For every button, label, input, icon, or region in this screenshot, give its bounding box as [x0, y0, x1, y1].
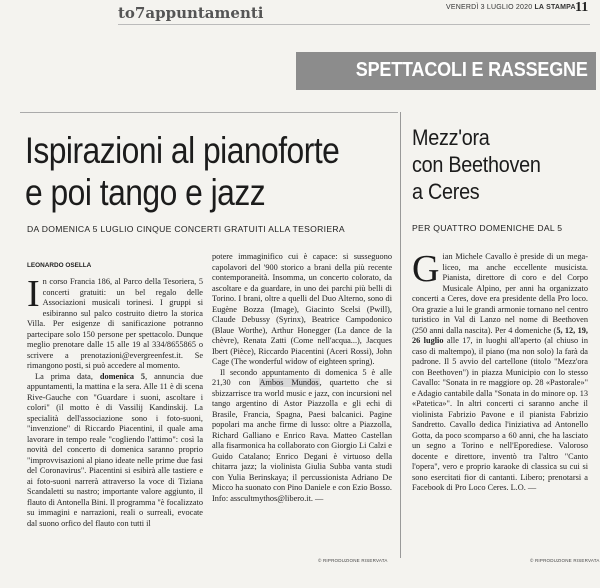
- page-header: [0, 0, 600, 40]
- paragraph-text: , quartetto che si sbizzarrisce tra world music e jazz, con incursioni nel tango argentino di Astor Piazzolla e gli echi di Brasile, Francia, Spagna, Paesi balcanici. Pagine popolari ma anche firme di lusso: oltre a Piazzolla, Richard Galliano e Enrico Rava. Matteo Castellan alla fisarmonica ha collaborato con Giorgio Li Calzi e Guido Catalano; Enrico Degani è virtuoso della chitarra jazz; la violinista Giulia Subba vanta studi con Yulia Berinskaya; il percussionista Adriano De Micco ha suonato con Pino Daniele e con Ezio Bosso. Info: asscultmythos@libero.it. —: [212, 378, 392, 503]
- paragraph: [27, 372, 203, 530]
- paragraph: [27, 273, 203, 372]
- left-article-column-1: [27, 273, 203, 529]
- date-and-newspaper: [446, 4, 576, 11]
- left-subheadline: DA DOMENICA 5 LUGLIO CINQUE CONCERTI GRATUITI ALLA TESORIERA: [27, 224, 345, 234]
- paragraph: [212, 368, 392, 505]
- paragraph: potere immaginifico cui è capace: si susseguono capolavori del '900 storico a brani della più recente contemporaneità. Insomma, un concerto colorato, da ascoltare e da guardare, in uno dei parchi più belli di Torino. I brani, oltre a quelli del Duo Alterno, sono di Eugène Bozza (Image), Giacinto Scelsi (Pwill), Claude Debussy (Syrinx), Beatrice Campodonico (Blaue Worthe), Arthur Honegger (La dance de la chèvre), Renata Zatti (Come nell'acqua...), Jacques Ibert (Pièce), Riccardo Piacentini (Aceri Rossi), John Cage (The wonderful widow of eighteen spring).: [212, 252, 392, 366]
- drop-cap: G: [412, 248, 440, 290]
- right-headline-line-1: Mezz'ora: [412, 125, 490, 150]
- right-headline-line-3: a Ceres: [412, 179, 480, 204]
- left-headline-line-2: e poi tango e jazz: [25, 172, 266, 213]
- copyright-note: © RIPRODUZIONE RISERVATA: [530, 558, 600, 563]
- paragraph-text: alle 17, in luoghi all'aperto (al chiuso in caso di maltempo), il piano (ma non solo) la farà da padrone. Il 5 avvio del cartellone (titolo "Mezz'ora con Beethoven") in piazza Municipio con lo stesso Cavallo: "Sonata in re maggiore op. 28 «Pastorale»" e Adagio cantabile dalla "Sonata in do minore op. 13 «Patetica»". In altri concerti ci saranno anche il violinista Fabrizio Pavone e il pianista Fabrizio Sandretto. Cavallo dedica l'iniziativa ad Antonello Gotta, da poco scomparso a 60 anni, che ha lasciato un segno a Torino e nell'Eporediese. Valoroso docente e direttore, inventò tra l'altro "Canto l'opera", vero e proprio karaoke di classica su cui si sono esercitati fior di cantanti. Libero; prenotarsi a Facebook di Pro Loco Ceres. L.O. —: [412, 336, 588, 492]
- header-divider: [118, 24, 590, 25]
- drop-cap: I: [27, 273, 40, 315]
- paragraph-text: ian Michele Cavallo è preside di un mega-liceo, ma anche eccellente musicista. Pianista, direttore di coro e del Corpo Musicale Alpino, per anni ha organizzato concerti a Ceres, dove era presidente della Pro loco. Ora grazie a lui le grandi armonie tornano nel centro turistico in Val di Lanzo nel nome di Beethoven (250 anni dalla nascita). Per 4 domeniche (: [412, 252, 588, 335]
- page-number: 11: [575, 0, 589, 15]
- copyright-note: © RIPRODUZIONE RISERVATA: [318, 558, 388, 563]
- section-band: [296, 52, 596, 90]
- section-title: to7appuntamenti: [118, 4, 264, 22]
- byline: LEONARDO OSELLA: [27, 262, 92, 269]
- bold-dates: 5, 12, 19, 26 luglio: [412, 325, 588, 345]
- column-divider: [400, 112, 401, 558]
- right-headline: [412, 124, 574, 205]
- left-headline: [25, 130, 352, 214]
- paragraph-text: La prima data,: [35, 371, 100, 381]
- right-article-column: [412, 248, 588, 494]
- bold-date: domenica 5: [99, 371, 146, 381]
- newspaper-name: LA STAMPA: [534, 4, 576, 11]
- paragraph-text: Il secondo appuntamento di domenica 5 è alle 21,30 con: [212, 367, 392, 387]
- right-headline-line-2: con Beethoven: [412, 152, 541, 177]
- article-top-rule: [20, 112, 398, 113]
- paragraph-text: n corso Francia 186, al Parco della Tesoriera, 5 concerti gratuiti: un bel regalo delle Associazioni musicali torinesi. I gruppi si esibiranno sul palco costruito dietro la storica Villa. Per esigenze di sanificazione potranno partecipare solo 150 persone per spettacolo. Dunque meglio prenotare dalle 15 alle 19 al 334/8655865 o scrivere a prenotazioni@evergreenfest.it. Se rimangono posti, si può accedere al momento.: [27, 277, 203, 370]
- section-band-label: SPETTACOLI E RASSEGNE: [356, 59, 588, 81]
- right-subheadline: PER QUATTRO DOMENICHE DAL 5: [412, 223, 563, 233]
- left-article-column-2: [212, 252, 392, 504]
- paragraph: [412, 248, 588, 494]
- highlighted-name: Ambos Mundos: [259, 378, 319, 387]
- issue-date: VENERDÌ 3 LUGLIO 2020: [446, 4, 533, 11]
- paragraph-text: , annuncia due appuntamenti, la mattina e la sera. Alle 11 è di scena Rive-Gauche con "Guardare i suoni, ascoltare i colori" (il motto è di Vassilij Kandinskij. La specialità dell'associazione sono i foto-suoni, "invenzione" di Riccardo Piacentini, il quale ama lavorare in tempo reale "cogliendo l'attimo": così la novità del concerto di domenica saranno proprio "improvvisazioni al piano ideate nelle prime due fasi del Coronavirus". Piacentini si esibirà alle tastiere e ai foto-suoni narrerà attraverso la voce di Tiziana Scandaletti su nastro; importante valore aggiunto, il flauto di Antonella Bini. Il programma "è focalizzato su immagini e narrazioni, reali o surreali, evocate dal suono orfico del flauto con tutti il: [27, 371, 203, 528]
- left-headline-line-1: Ispirazioni al pianoforte: [25, 130, 340, 171]
